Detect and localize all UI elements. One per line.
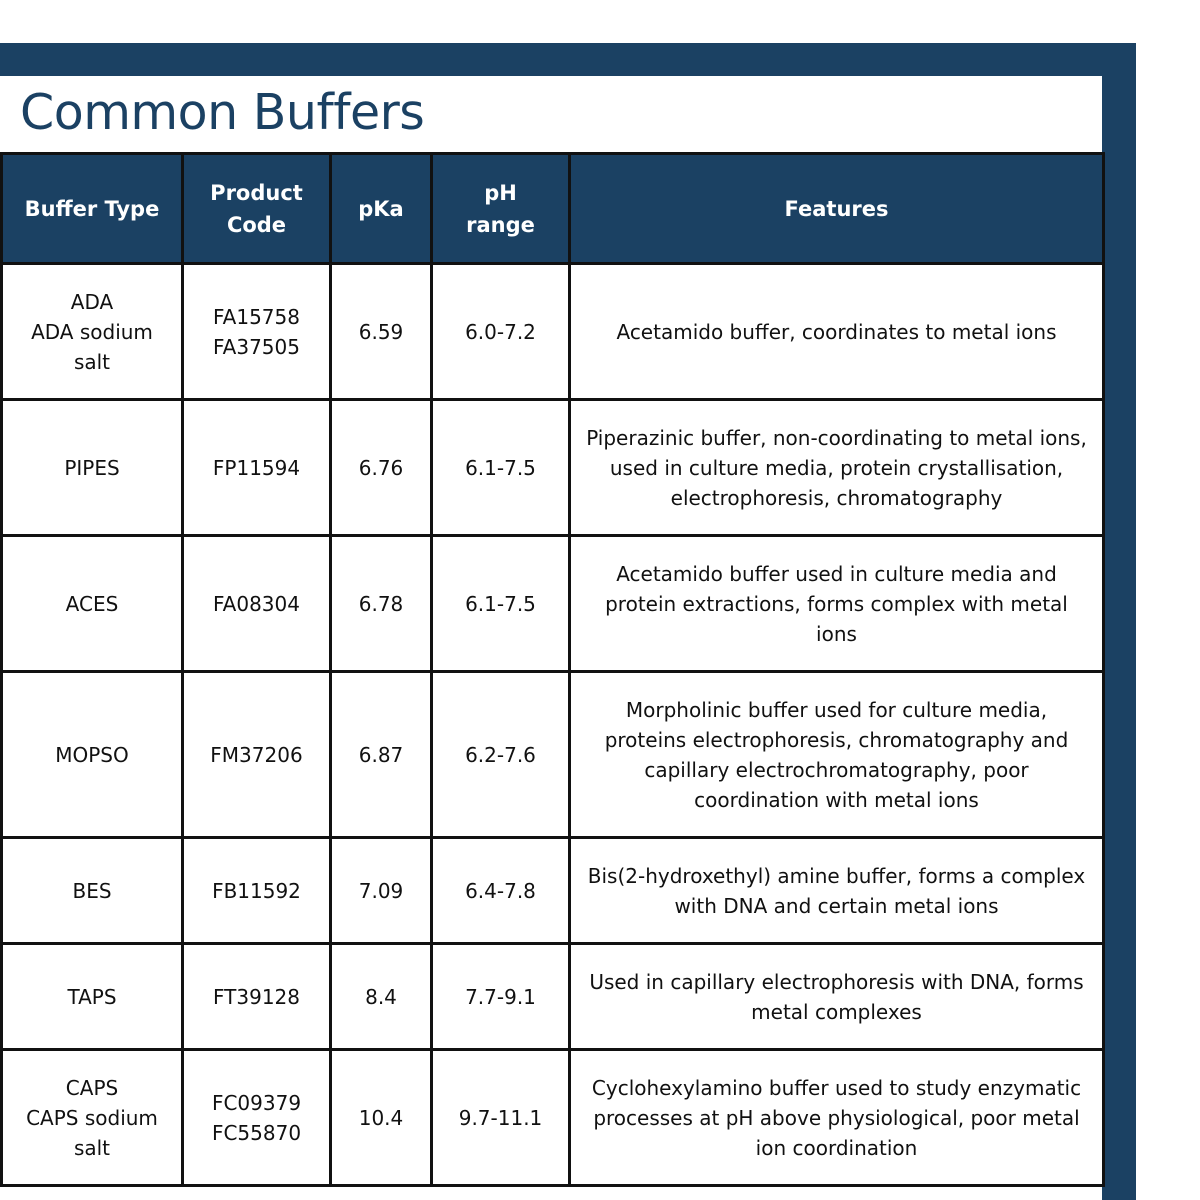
cell-features: Piperazinic buffer, non-coordinating to metal ions, used in culture media, protein crystallisation, electrophoresis, chromatography <box>570 400 1104 536</box>
cell-features: Morpholinic buffer used for culture media, proteins electrophoresis, chromatography and capillary electrochromatography, poor coordination with metal ions <box>570 672 1104 838</box>
cell-features: Acetamido buffer used in culture media and protein extractions, forms complex with metal ions <box>570 536 1104 672</box>
cell-product-code: FA15758 FA37505 <box>183 264 331 400</box>
table-header-row <box>2 154 1104 264</box>
header-product-code: Product Code <box>183 154 331 264</box>
cell-pka: 10.4 <box>331 1050 432 1186</box>
cell-ph-range: 6.4-7.8 <box>432 838 570 944</box>
table-row <box>2 400 1104 536</box>
cell-buffer-type: MOPSO <box>2 672 183 838</box>
cell-ph-range: 7.7-9.1 <box>432 944 570 1050</box>
header-ph-range: pH range <box>432 154 570 264</box>
table-row <box>2 536 1104 672</box>
cell-buffer-type: ADA ADA sodium salt <box>2 264 183 400</box>
cell-product-code: FB11592 <box>183 838 331 944</box>
cell-ph-range: 9.7-11.1 <box>432 1050 570 1186</box>
cell-product-code: FA08304 <box>183 536 331 672</box>
cell-buffer-type: TAPS <box>2 944 183 1050</box>
cell-buffer-type: PIPES <box>2 400 183 536</box>
cell-buffer-type: CAPS CAPS sodium salt <box>2 1050 183 1186</box>
header-features: Features <box>570 154 1104 264</box>
page-title: Common Buffers <box>20 84 425 141</box>
cell-ph-range: 6.0-7.2 <box>432 264 570 400</box>
table-row <box>2 838 1104 944</box>
cell-pka: 6.87 <box>331 672 432 838</box>
header-pka: pKa <box>331 154 432 264</box>
cell-pka: 8.4 <box>331 944 432 1050</box>
cell-pka: 7.09 <box>331 838 432 944</box>
cell-pka: 6.59 <box>331 264 432 400</box>
table-row <box>2 264 1104 400</box>
cell-ph-range: 6.1-7.5 <box>432 400 570 536</box>
cell-features: Bis(2-hydroxethyl) amine buffer, forms a complex with DNA and certain metal ions <box>570 838 1104 944</box>
cell-features: Acetamido buffer, coordinates to metal ions <box>570 264 1104 400</box>
buffers-table <box>0 152 1105 1187</box>
cell-product-code: FC09379 FC55870 <box>183 1050 331 1186</box>
cell-pka: 6.76 <box>331 400 432 536</box>
cell-buffer-type: BES <box>2 838 183 944</box>
table-row <box>2 672 1104 838</box>
cell-features: Used in capillary electrophoresis with DNA, forms metal complexes <box>570 944 1104 1050</box>
cell-product-code: FM37206 <box>183 672 331 838</box>
header-buffer-type: Buffer Type <box>2 154 183 264</box>
cell-buffer-type: ACES <box>2 536 183 672</box>
cell-ph-range: 6.2-7.6 <box>432 672 570 838</box>
cell-product-code: FT39128 <box>183 944 331 1050</box>
cell-pka: 6.78 <box>331 536 432 672</box>
table-row <box>2 944 1104 1050</box>
cell-product-code: FP11594 <box>183 400 331 536</box>
cell-features: Cyclohexylamino buffer used to study enzymatic processes at pH above physiological, poor metal ion coordination <box>570 1050 1104 1186</box>
cell-ph-range: 6.1-7.5 <box>432 536 570 672</box>
table-row <box>2 1050 1104 1186</box>
